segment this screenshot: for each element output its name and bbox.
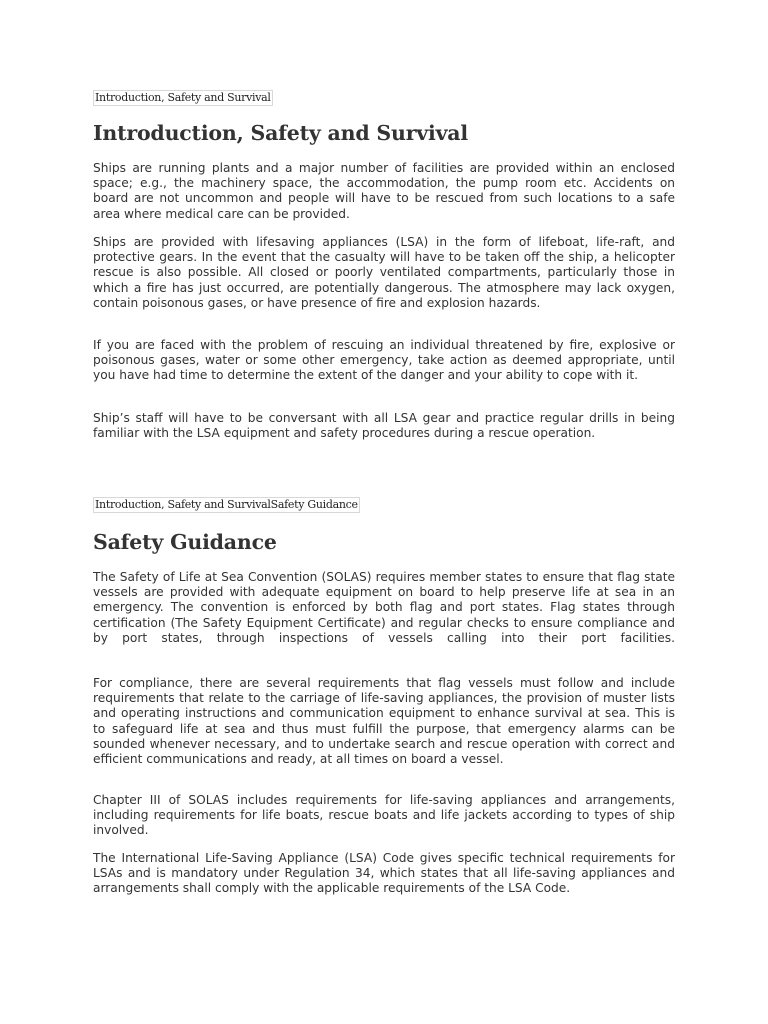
heading-safety-guidance: Safety Guidance [93,530,277,554]
paragraph-lsa-code: The International Life-Saving Appliance (LSA) Code gives specific technical requirements for LSAs and is mandatory under Regulation 34, which states that all life-saving appliances and arrangements shall comply with the applicable requirements of the LSA Code. [93,851,675,896]
paragraph-ships-staff: Ship’s staff will have to be conversant with all LSA gear and practice regular drills in being familiar with the LSA equipment and safety procedures during a rescue operation. [93,411,675,441]
paragraph-rescuing-individual: If you are faced with the problem of rescuing an individual threatened by fire, explosive or poisonous gases, water or some other emergency, take action as deemed appropriate, until you have had time to determine the extent of the danger and your ability to cope with it. [93,338,675,383]
paragraph-chapter-iii: Chapter III of SOLAS includes requirements for life-saving appliances and arrangements, including requirements for life boats, rescue boats and life jackets according to types of ship involved. [93,793,675,838]
heading-introduction-safety-survival: Introduction, Safety and Survival [93,121,468,145]
section-label-introduction: Introduction, Safety and Survival [95,91,271,104]
paragraph-solas-convention: The Safety of Life at Sea Convention (SOLAS) requires member states to ensure that flag state vessels are provided with adequate equipment on board to help preserve life at sea in an emergency. The convention is enforced by both flag and port states. Flag states through certification (The Safety Equipment Certificate) and regular checks to ensure compliance and by port states, through inspections of vessels calling into their port facilities. [93,570,675,645]
paragraph-compliance-requirements: For compliance, there are several requirements that flag vessels must follow and include requirements that relate to the carriage of life-saving appliances, the provision of muster lists and operating instructions and communication equipment to enhance survival at sea. This is to safeguard life at sea and thus must fulfill the purpose, that emergency alarms can be sounded whenever necessary, and to undertake search and rescue operation with correct and efficient communications and ready, at all times on board a vessel. [93,676,675,767]
paragraph-lifesaving-appliances: Ships are provided with lifesaving appliances (LSA) in the form of lifeboat, life-raft, and protective gears. In the event that the casualty will have to be taken off the ship, a helicopter rescue is also possible. All closed or poorly ventilated compartments, particularly those in which a fire has just occurred, are potentially dangerous. The atmosphere may lack oxygen, contain poisonous gases, or have presence of fire and explosion hazards. [93,235,675,310]
paragraph-ships-running-plants: Ships are running plants and a major number of facilities are provided within an enclosed space; e.g., the machinery space, the accommodation, the pump room etc. Accidents on board are not uncommon and people will have to be rescued from such locations to a safe area where medical care can be provided. [93,161,675,221]
section-label-safety-guidance: Introduction, Safety and SurvivalSafety Guidance [95,498,358,511]
